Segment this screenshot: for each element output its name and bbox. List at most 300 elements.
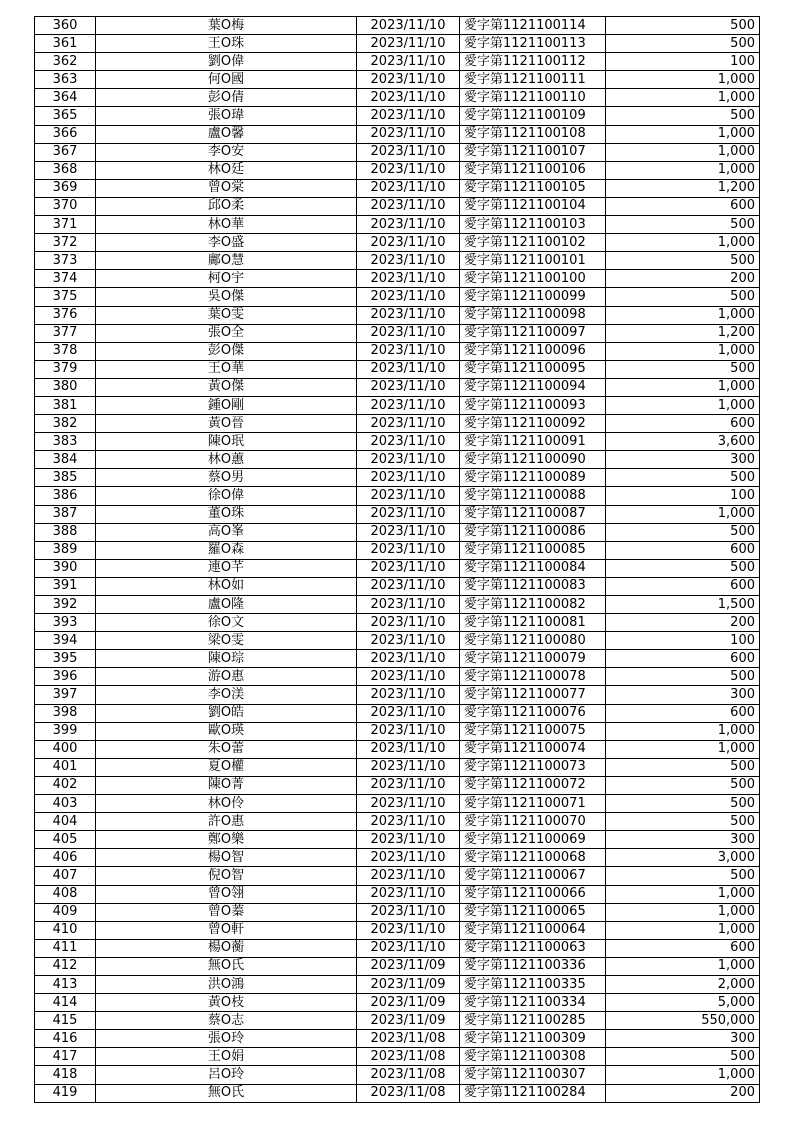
receipt-number-cell: 愛字第1121100307 bbox=[460, 1066, 606, 1084]
table-row bbox=[35, 396, 760, 414]
receipt-number-cell: 愛字第1121100066 bbox=[460, 885, 606, 903]
table-row bbox=[35, 722, 760, 740]
row-number-cell: 382 bbox=[35, 415, 96, 433]
donation-date-cell: 2023/11/10 bbox=[357, 740, 460, 758]
donor-name-cell: 曾O蓁 bbox=[96, 903, 357, 921]
donor-name-cell: 葉O梅 bbox=[96, 17, 357, 35]
donation-date-cell: 2023/11/10 bbox=[357, 143, 460, 161]
amount-cell: 300 bbox=[606, 451, 760, 469]
donation-date-cell: 2023/11/10 bbox=[357, 813, 460, 831]
table-row bbox=[35, 342, 760, 360]
receipt-number-cell: 愛字第1121100092 bbox=[460, 415, 606, 433]
row-number-cell: 370 bbox=[35, 197, 96, 215]
receipt-number-cell: 愛字第1121100097 bbox=[460, 324, 606, 342]
receipt-number-cell: 愛字第1121100106 bbox=[460, 161, 606, 179]
amount-cell: 1,000 bbox=[606, 885, 760, 903]
table-row bbox=[35, 885, 760, 903]
receipt-number-cell: 愛字第1121100079 bbox=[460, 650, 606, 668]
table-row bbox=[35, 541, 760, 559]
amount-cell: 1,000 bbox=[606, 143, 760, 161]
receipt-number-cell: 愛字第1121100284 bbox=[460, 1084, 606, 1102]
row-number-cell: 399 bbox=[35, 722, 96, 740]
table-row bbox=[35, 813, 760, 831]
donor-name-cell: 鄭O樂 bbox=[96, 831, 357, 849]
donation-date-cell: 2023/11/09 bbox=[357, 957, 460, 975]
table-row bbox=[35, 957, 760, 975]
receipt-number-cell: 愛字第1121100100 bbox=[460, 270, 606, 288]
donation-date-cell: 2023/11/10 bbox=[357, 469, 460, 487]
donation-date-cell: 2023/11/10 bbox=[357, 596, 460, 614]
row-number-cell: 402 bbox=[35, 776, 96, 794]
receipt-number-cell: 愛字第1121100309 bbox=[460, 1030, 606, 1048]
amount-cell: 500 bbox=[606, 360, 760, 378]
donation-date-cell: 2023/11/10 bbox=[357, 396, 460, 414]
row-number-cell: 394 bbox=[35, 632, 96, 650]
donor-name-cell: 何O國 bbox=[96, 71, 357, 89]
donor-name-cell: 張O瑋 bbox=[96, 107, 357, 125]
amount-cell: 1,500 bbox=[606, 596, 760, 614]
receipt-number-cell: 愛字第1121100065 bbox=[460, 903, 606, 921]
receipt-number-cell: 愛字第1121100070 bbox=[460, 813, 606, 831]
donation-date-cell: 2023/11/09 bbox=[357, 994, 460, 1012]
row-number-cell: 419 bbox=[35, 1084, 96, 1102]
row-number-cell: 381 bbox=[35, 396, 96, 414]
donation-date-cell: 2023/11/08 bbox=[357, 1066, 460, 1084]
table-row bbox=[35, 306, 760, 324]
table-row bbox=[35, 614, 760, 632]
amount-cell: 1,000 bbox=[606, 722, 760, 740]
donation-date-cell: 2023/11/10 bbox=[357, 704, 460, 722]
amount-cell: 550,000 bbox=[606, 1012, 760, 1030]
donation-date-cell: 2023/11/10 bbox=[357, 342, 460, 360]
table-row bbox=[35, 921, 760, 939]
donor-name-cell: 呂O玲 bbox=[96, 1066, 357, 1084]
donor-name-cell: 黃O枝 bbox=[96, 994, 357, 1012]
row-number-cell: 361 bbox=[35, 35, 96, 53]
row-number-cell: 364 bbox=[35, 89, 96, 107]
donor-name-cell: 林O廷 bbox=[96, 161, 357, 179]
table-row bbox=[35, 704, 760, 722]
donation-table bbox=[34, 16, 760, 1103]
table-row bbox=[35, 523, 760, 541]
donation-date-cell: 2023/11/10 bbox=[357, 541, 460, 559]
row-number-cell: 376 bbox=[35, 306, 96, 324]
table-row bbox=[35, 234, 760, 252]
amount-cell: 500 bbox=[606, 867, 760, 885]
receipt-number-cell: 愛字第1121100075 bbox=[460, 722, 606, 740]
receipt-number-cell: 愛字第1121100078 bbox=[460, 668, 606, 686]
amount-cell: 200 bbox=[606, 1084, 760, 1102]
donor-name-cell: 張O全 bbox=[96, 324, 357, 342]
amount-cell: 100 bbox=[606, 53, 760, 71]
table-row bbox=[35, 903, 760, 921]
table-row bbox=[35, 252, 760, 270]
receipt-number-cell: 愛字第1121100073 bbox=[460, 758, 606, 776]
table-row bbox=[35, 632, 760, 650]
receipt-number-cell: 愛字第1121100086 bbox=[460, 523, 606, 541]
donor-name-cell: 盧O隆 bbox=[96, 596, 357, 614]
amount-cell: 1,000 bbox=[606, 306, 760, 324]
table-row bbox=[35, 216, 760, 234]
donation-date-cell: 2023/11/10 bbox=[357, 668, 460, 686]
row-number-cell: 405 bbox=[35, 831, 96, 849]
receipt-number-cell: 愛字第1121100114 bbox=[460, 17, 606, 35]
donor-name-cell: 無O氏 bbox=[96, 1084, 357, 1102]
donor-name-cell: 彭O傑 bbox=[96, 342, 357, 360]
amount-cell: 1,000 bbox=[606, 903, 760, 921]
amount-cell: 500 bbox=[606, 35, 760, 53]
table-row bbox=[35, 469, 760, 487]
amount-cell: 1,000 bbox=[606, 125, 760, 143]
receipt-number-cell: 愛字第1121100076 bbox=[460, 704, 606, 722]
row-number-cell: 411 bbox=[35, 939, 96, 957]
row-number-cell: 371 bbox=[35, 216, 96, 234]
amount-cell: 3,600 bbox=[606, 433, 760, 451]
amount-cell: 100 bbox=[606, 632, 760, 650]
row-number-cell: 395 bbox=[35, 650, 96, 668]
amount-cell: 500 bbox=[606, 523, 760, 541]
table-row bbox=[35, 849, 760, 867]
donor-name-cell: 盧O馨 bbox=[96, 125, 357, 143]
receipt-number-cell: 愛字第1121100071 bbox=[460, 795, 606, 813]
donation-date-cell: 2023/11/10 bbox=[357, 234, 460, 252]
donation-date-cell: 2023/11/10 bbox=[357, 903, 460, 921]
amount-cell: 600 bbox=[606, 577, 760, 595]
donation-date-cell: 2023/11/10 bbox=[357, 849, 460, 867]
table-row bbox=[35, 1030, 760, 1048]
receipt-number-cell: 愛字第1121100093 bbox=[460, 396, 606, 414]
amount-cell: 500 bbox=[606, 252, 760, 270]
row-number-cell: 407 bbox=[35, 867, 96, 885]
donor-name-cell: 梁O雯 bbox=[96, 632, 357, 650]
receipt-number-cell: 愛字第1121100091 bbox=[460, 433, 606, 451]
donation-date-cell: 2023/11/10 bbox=[357, 505, 460, 523]
donor-name-cell: 鍾O剛 bbox=[96, 396, 357, 414]
row-number-cell: 362 bbox=[35, 53, 96, 71]
donor-name-cell: 劉O皓 bbox=[96, 704, 357, 722]
donation-date-cell: 2023/11/10 bbox=[357, 921, 460, 939]
amount-cell: 5,000 bbox=[606, 994, 760, 1012]
donor-name-cell: 徐O文 bbox=[96, 614, 357, 632]
amount-cell: 500 bbox=[606, 107, 760, 125]
receipt-number-cell: 愛字第1121100085 bbox=[460, 541, 606, 559]
amount-cell: 500 bbox=[606, 17, 760, 35]
row-number-cell: 397 bbox=[35, 686, 96, 704]
donation-date-cell: 2023/11/10 bbox=[357, 415, 460, 433]
amount-cell: 300 bbox=[606, 686, 760, 704]
receipt-number-cell: 愛字第1121100083 bbox=[460, 577, 606, 595]
donor-name-cell: 陳O琮 bbox=[96, 650, 357, 668]
donation-date-cell: 2023/11/10 bbox=[357, 577, 460, 595]
donor-name-cell: 夏O權 bbox=[96, 758, 357, 776]
receipt-number-cell: 愛字第1121100068 bbox=[460, 849, 606, 867]
row-number-cell: 391 bbox=[35, 577, 96, 595]
table-row bbox=[35, 107, 760, 125]
table-row bbox=[35, 939, 760, 957]
amount-cell: 500 bbox=[606, 776, 760, 794]
row-number-cell: 360 bbox=[35, 17, 96, 35]
row-number-cell: 413 bbox=[35, 975, 96, 993]
donor-name-cell: 徐O偉 bbox=[96, 487, 357, 505]
donor-name-cell: 蔡O男 bbox=[96, 469, 357, 487]
amount-cell: 2,000 bbox=[606, 975, 760, 993]
donation-date-cell: 2023/11/09 bbox=[357, 1012, 460, 1030]
receipt-number-cell: 愛字第1121100082 bbox=[460, 596, 606, 614]
table-row bbox=[35, 596, 760, 614]
donor-name-cell: 林O華 bbox=[96, 216, 357, 234]
row-number-cell: 414 bbox=[35, 994, 96, 1012]
row-number-cell: 368 bbox=[35, 161, 96, 179]
donation-date-cell: 2023/11/10 bbox=[357, 360, 460, 378]
table-row bbox=[35, 17, 760, 35]
row-number-cell: 398 bbox=[35, 704, 96, 722]
donor-name-cell: 曾O棠 bbox=[96, 179, 357, 197]
donor-name-cell: 倪O智 bbox=[96, 867, 357, 885]
receipt-number-cell: 愛字第1121100069 bbox=[460, 831, 606, 849]
donor-name-cell: 高O峯 bbox=[96, 523, 357, 541]
amount-cell: 1,000 bbox=[606, 1066, 760, 1084]
table-row bbox=[35, 125, 760, 143]
table-row bbox=[35, 53, 760, 71]
amount-cell: 1,000 bbox=[606, 234, 760, 252]
receipt-number-cell: 愛字第1121100064 bbox=[460, 921, 606, 939]
table-row bbox=[35, 559, 760, 577]
donation-date-cell: 2023/11/10 bbox=[357, 161, 460, 179]
donation-date-cell: 2023/11/10 bbox=[357, 487, 460, 505]
donor-name-cell: 柯O宇 bbox=[96, 270, 357, 288]
donation-date-cell: 2023/11/10 bbox=[357, 722, 460, 740]
donor-name-cell: 吳O傑 bbox=[96, 288, 357, 306]
table-row bbox=[35, 143, 760, 161]
row-number-cell: 379 bbox=[35, 360, 96, 378]
donor-name-cell: 王O娟 bbox=[96, 1048, 357, 1066]
donation-date-cell: 2023/11/10 bbox=[357, 378, 460, 396]
amount-cell: 600 bbox=[606, 939, 760, 957]
receipt-number-cell: 愛字第1121100084 bbox=[460, 559, 606, 577]
amount-cell: 1,000 bbox=[606, 921, 760, 939]
receipt-number-cell: 愛字第1121100109 bbox=[460, 107, 606, 125]
receipt-number-cell: 愛字第1121100285 bbox=[460, 1012, 606, 1030]
donor-name-cell: 楊O智 bbox=[96, 849, 357, 867]
donation-date-cell: 2023/11/10 bbox=[357, 89, 460, 107]
table-row bbox=[35, 867, 760, 885]
table-row bbox=[35, 975, 760, 993]
receipt-number-cell: 愛字第1121100336 bbox=[460, 957, 606, 975]
donor-name-cell: 鄺O慧 bbox=[96, 252, 357, 270]
amount-cell: 500 bbox=[606, 813, 760, 831]
amount-cell: 200 bbox=[606, 614, 760, 632]
amount-cell: 1,000 bbox=[606, 378, 760, 396]
donation-date-cell: 2023/11/10 bbox=[357, 71, 460, 89]
row-number-cell: 396 bbox=[35, 668, 96, 686]
donor-name-cell: 游O惠 bbox=[96, 668, 357, 686]
amount-cell: 500 bbox=[606, 1048, 760, 1066]
amount-cell: 1,000 bbox=[606, 71, 760, 89]
donation-date-cell: 2023/11/10 bbox=[357, 632, 460, 650]
donation-date-cell: 2023/11/10 bbox=[357, 758, 460, 776]
receipt-number-cell: 愛字第1121100074 bbox=[460, 740, 606, 758]
donor-name-cell: 王O華 bbox=[96, 360, 357, 378]
amount-cell: 1,000 bbox=[606, 342, 760, 360]
row-number-cell: 378 bbox=[35, 342, 96, 360]
donation-date-cell: 2023/11/10 bbox=[357, 197, 460, 215]
table-row bbox=[35, 360, 760, 378]
table-row bbox=[35, 71, 760, 89]
row-number-cell: 408 bbox=[35, 885, 96, 903]
donation-date-cell: 2023/11/10 bbox=[357, 216, 460, 234]
donor-name-cell: 羅O森 bbox=[96, 541, 357, 559]
amount-cell: 600 bbox=[606, 415, 760, 433]
donation-date-cell: 2023/11/10 bbox=[357, 686, 460, 704]
receipt-number-cell: 愛字第1121100087 bbox=[460, 505, 606, 523]
row-number-cell: 383 bbox=[35, 433, 96, 451]
amount-cell: 600 bbox=[606, 541, 760, 559]
table-row bbox=[35, 451, 760, 469]
table-row bbox=[35, 686, 760, 704]
receipt-number-cell: 愛字第1121100335 bbox=[460, 975, 606, 993]
donor-name-cell: 陳O珉 bbox=[96, 433, 357, 451]
receipt-number-cell: 愛字第1121100095 bbox=[460, 360, 606, 378]
table-row bbox=[35, 650, 760, 668]
amount-cell: 200 bbox=[606, 270, 760, 288]
donor-name-cell: 劉O偉 bbox=[96, 53, 357, 71]
donation-date-cell: 2023/11/10 bbox=[357, 306, 460, 324]
donor-name-cell: 張O玲 bbox=[96, 1030, 357, 1048]
donation-date-cell: 2023/11/10 bbox=[357, 867, 460, 885]
amount-cell: 500 bbox=[606, 559, 760, 577]
donor-name-cell: 陳O菁 bbox=[96, 776, 357, 794]
receipt-number-cell: 愛字第1121100108 bbox=[460, 125, 606, 143]
receipt-number-cell: 愛字第1121100110 bbox=[460, 89, 606, 107]
row-number-cell: 372 bbox=[35, 234, 96, 252]
table-row bbox=[35, 831, 760, 849]
donor-name-cell: 邱O柔 bbox=[96, 197, 357, 215]
table-row bbox=[35, 795, 760, 813]
donation-date-cell: 2023/11/08 bbox=[357, 1048, 460, 1066]
donation-date-cell: 2023/11/08 bbox=[357, 1030, 460, 1048]
table-row bbox=[35, 1048, 760, 1066]
table-row bbox=[35, 89, 760, 107]
row-number-cell: 369 bbox=[35, 179, 96, 197]
row-number-cell: 393 bbox=[35, 614, 96, 632]
amount-cell: 1,000 bbox=[606, 396, 760, 414]
donor-name-cell: 洪O鴻 bbox=[96, 975, 357, 993]
table-row bbox=[35, 1084, 760, 1102]
amount-cell: 1,000 bbox=[606, 740, 760, 758]
table-row bbox=[35, 577, 760, 595]
receipt-number-cell: 愛字第1121100077 bbox=[460, 686, 606, 704]
table-row bbox=[35, 324, 760, 342]
table-row bbox=[35, 378, 760, 396]
row-number-cell: 406 bbox=[35, 849, 96, 867]
amount-cell: 500 bbox=[606, 288, 760, 306]
donation-date-cell: 2023/11/10 bbox=[357, 35, 460, 53]
donation-date-cell: 2023/11/09 bbox=[357, 975, 460, 993]
donation-date-cell: 2023/11/10 bbox=[357, 125, 460, 143]
row-number-cell: 384 bbox=[35, 451, 96, 469]
amount-cell: 1,200 bbox=[606, 324, 760, 342]
receipt-number-cell: 愛字第1121100102 bbox=[460, 234, 606, 252]
amount-cell: 600 bbox=[606, 197, 760, 215]
table-row bbox=[35, 179, 760, 197]
donor-name-cell: 連O芊 bbox=[96, 559, 357, 577]
donation-date-cell: 2023/11/08 bbox=[357, 1084, 460, 1102]
donor-name-cell: 曾O翎 bbox=[96, 885, 357, 903]
row-number-cell: 415 bbox=[35, 1012, 96, 1030]
receipt-number-cell: 愛字第1121100072 bbox=[460, 776, 606, 794]
donor-name-cell: 曾O軒 bbox=[96, 921, 357, 939]
amount-cell: 300 bbox=[606, 831, 760, 849]
receipt-number-cell: 愛字第1121100088 bbox=[460, 487, 606, 505]
amount-cell: 1,000 bbox=[606, 89, 760, 107]
amount-cell: 1,000 bbox=[606, 957, 760, 975]
amount-cell: 500 bbox=[606, 795, 760, 813]
receipt-number-cell: 愛字第1121100334 bbox=[460, 994, 606, 1012]
donor-name-cell: 許O惠 bbox=[96, 813, 357, 831]
amount-cell: 600 bbox=[606, 650, 760, 668]
row-number-cell: 412 bbox=[35, 957, 96, 975]
amount-cell: 500 bbox=[606, 668, 760, 686]
table-row bbox=[35, 758, 760, 776]
receipt-number-cell: 愛字第1121100063 bbox=[460, 939, 606, 957]
table-row bbox=[35, 415, 760, 433]
row-number-cell: 416 bbox=[35, 1030, 96, 1048]
row-number-cell: 404 bbox=[35, 813, 96, 831]
receipt-number-cell: 愛字第1121100107 bbox=[460, 143, 606, 161]
row-number-cell: 388 bbox=[35, 523, 96, 541]
donor-name-cell: 李O盛 bbox=[96, 234, 357, 252]
receipt-number-cell: 愛字第1121100094 bbox=[460, 378, 606, 396]
donation-date-cell: 2023/11/10 bbox=[357, 559, 460, 577]
donation-date-cell: 2023/11/10 bbox=[357, 614, 460, 632]
row-number-cell: 417 bbox=[35, 1048, 96, 1066]
table-row bbox=[35, 270, 760, 288]
receipt-number-cell: 愛字第1121100098 bbox=[460, 306, 606, 324]
receipt-number-cell: 愛字第1121100089 bbox=[460, 469, 606, 487]
donor-name-cell: 楊O蘅 bbox=[96, 939, 357, 957]
row-number-cell: 375 bbox=[35, 288, 96, 306]
table-row bbox=[35, 505, 760, 523]
donation-date-cell: 2023/11/10 bbox=[357, 939, 460, 957]
donation-date-cell: 2023/11/10 bbox=[357, 885, 460, 903]
table-row bbox=[35, 668, 760, 686]
table-row bbox=[35, 35, 760, 53]
donation-date-cell: 2023/11/10 bbox=[357, 451, 460, 469]
donor-name-cell: 黃O傑 bbox=[96, 378, 357, 396]
receipt-number-cell: 愛字第1121100105 bbox=[460, 179, 606, 197]
donor-name-cell: 歐O瑛 bbox=[96, 722, 357, 740]
table-row bbox=[35, 433, 760, 451]
donation-date-cell: 2023/11/10 bbox=[357, 650, 460, 668]
row-number-cell: 366 bbox=[35, 125, 96, 143]
row-number-cell: 400 bbox=[35, 740, 96, 758]
donation-date-cell: 2023/11/10 bbox=[357, 53, 460, 71]
amount-cell: 300 bbox=[606, 1030, 760, 1048]
row-number-cell: 389 bbox=[35, 541, 96, 559]
receipt-number-cell: 愛字第1121100113 bbox=[460, 35, 606, 53]
receipt-number-cell: 愛字第1121100067 bbox=[460, 867, 606, 885]
row-number-cell: 387 bbox=[35, 505, 96, 523]
donation-date-cell: 2023/11/10 bbox=[357, 776, 460, 794]
row-number-cell: 390 bbox=[35, 559, 96, 577]
row-number-cell: 380 bbox=[35, 378, 96, 396]
donor-name-cell: 蔡O志 bbox=[96, 1012, 357, 1030]
donation-date-cell: 2023/11/10 bbox=[357, 523, 460, 541]
donation-date-cell: 2023/11/10 bbox=[357, 831, 460, 849]
receipt-number-cell: 愛字第1121100104 bbox=[460, 197, 606, 215]
row-number-cell: 410 bbox=[35, 921, 96, 939]
row-number-cell: 418 bbox=[35, 1066, 96, 1084]
